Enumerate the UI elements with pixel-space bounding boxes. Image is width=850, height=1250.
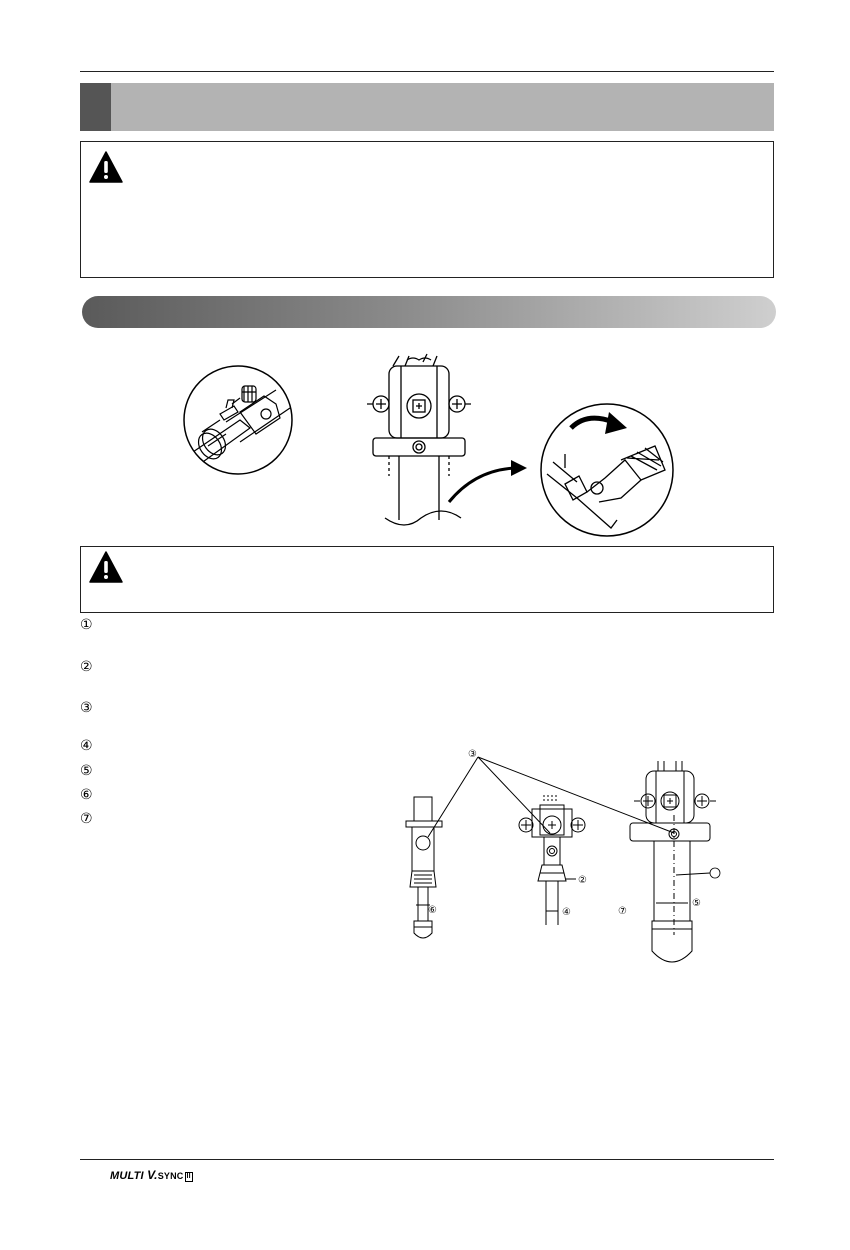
brand-multi: MULTI — [110, 1170, 144, 1182]
section-header-bar — [80, 83, 774, 131]
callout-5-label: ⑤ — [692, 898, 701, 909]
warning-triangle-icon — [89, 151, 123, 183]
warning-triangle-icon — [89, 551, 123, 583]
step-marker-6: ⑥ — [80, 787, 93, 803]
step-marker-5: ⑤ — [80, 763, 93, 779]
brand-generation-badge: II — [186, 1173, 191, 1180]
brand-sync: SYNC — [157, 1171, 184, 1181]
bottom-rule — [80, 1159, 774, 1160]
footer-brand-logo — [110, 1168, 193, 1182]
valve-dimension-diagram — [390, 745, 730, 975]
warning-box-middle — [80, 546, 774, 613]
step-marker-7: ⑦ — [80, 811, 93, 827]
callout-3-label: ③ — [468, 749, 477, 760]
callout-4-label: ④ — [562, 907, 571, 918]
top-rule — [80, 71, 774, 72]
callout-2-label: ② — [578, 875, 587, 886]
valve-closeup-illustration — [180, 362, 296, 478]
warning-box-top — [80, 141, 774, 278]
step-marker-1: ① — [80, 617, 93, 633]
section-header-marker — [80, 83, 111, 131]
step-marker-2: ② — [80, 659, 93, 675]
callout-6-label: ⑥ — [428, 905, 437, 916]
step-marker-3: ③ — [80, 700, 93, 716]
subsection-pill-header — [82, 296, 776, 328]
brand-v: V. — [147, 1168, 158, 1182]
callout-7-label: ⑦ — [618, 906, 627, 917]
valve-front-view-illustration — [365, 352, 675, 542]
step-marker-4: ④ — [80, 738, 93, 754]
callout-empty-circle — [710, 868, 720, 878]
